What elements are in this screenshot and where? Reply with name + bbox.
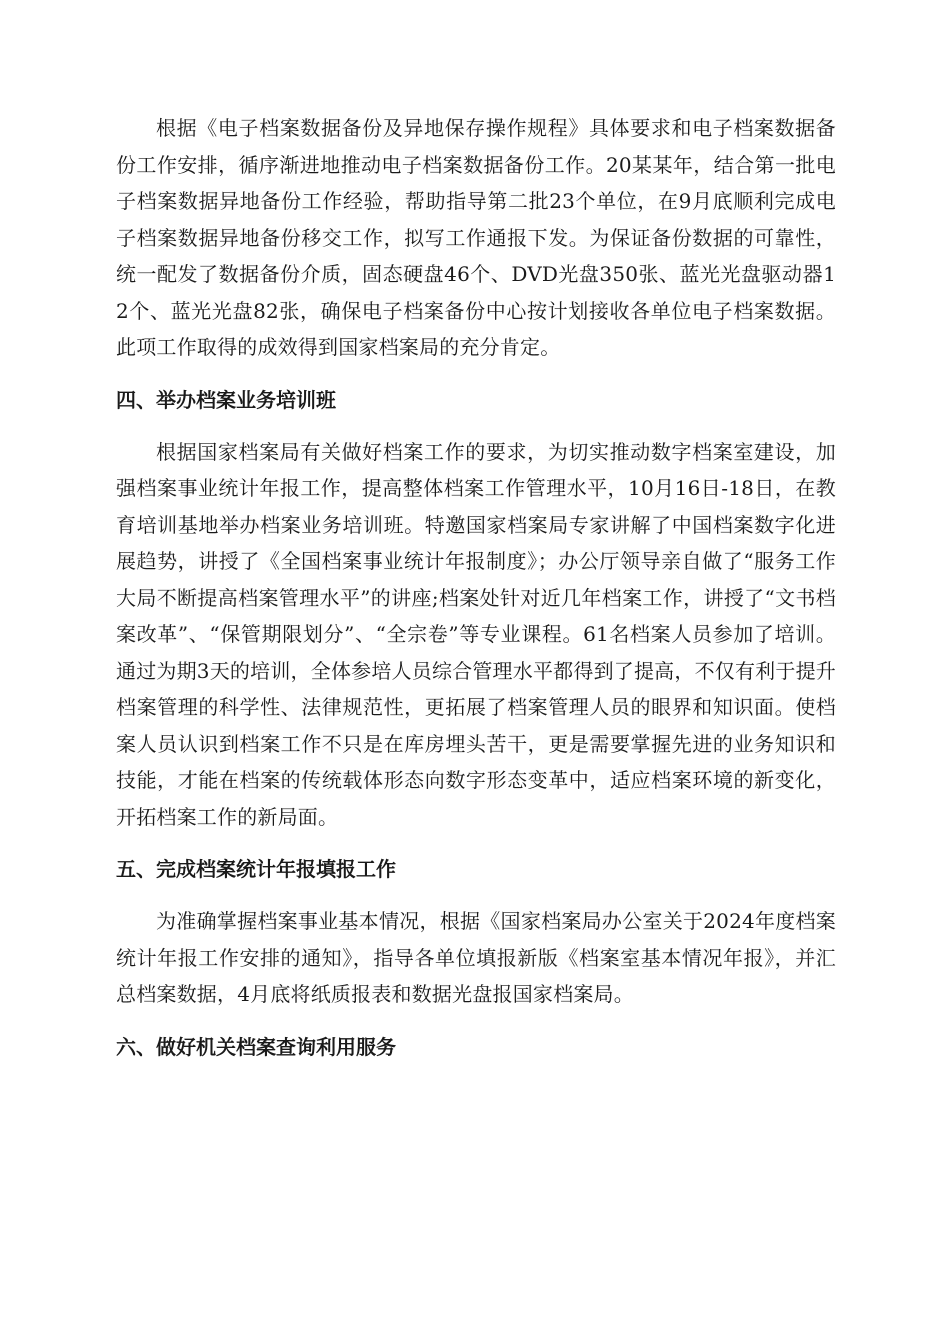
document-body [116, 110, 836, 1081]
paragraph-training-class: 根据国家档案局有关做好档案工作的要求，为切实推动数字档案室建设，加强档案事业统计年报工作，提高整体档案工作管理水平，10月16日-18日，在教育培训基地举办档案业务培训班。特邀国家档案局专家讲解了中国档案数字化进展趋势，讲授了《全国档案事业统计年报制度》；办公厅领导亲自做了“服务工作大局不断提高档案管理水平”的讲座;档案处针对近几年档案工作，讲授了“文书档案改革”、“保管期限划分”、“全宗卷”等专业课程。61名档案人员参加了培训。通过为期3天的培训，全体参培人员综合管理水平都得到了提高，不仅有利于提升档案管理的科学性、法律规范性，更拓展了档案管理人员的眼界和知识面。使档案人员认识到档案工作不只是在库房埋头苦干，更是需要掌握先进的业务知识和技能，才能在档案的传统载体形态向数字形态变革中，适应档案环境的新变化，开拓档案工作的新局面。 [116, 439, 836, 829]
heading-training-class: 四、举办档案业务培训班 [116, 387, 336, 412]
heading-statistics-report: 五、完成档案统计年报填报工作 [116, 857, 396, 881]
heading-archive-query-service: 六、做好机关档案查询利用服务 [116, 1034, 396, 1059]
paragraph-backup-work: 根据《电子档案数据备份及异地保存操作规程》具体要求和电子档案数据备份工作安排，循序渐进地推动电子档案数据备份工作。20某某年，结合第一批电子档案数据异地备份工作经验，帮助指导第二批23个单位，在9月底顺利完成电子档案数据异地备份移交工作，拟写工作通报下发。为保证备份数据的可靠性，统一配发了数据备份介质，固态硬盘46个、DVD光盘350张、蓝光光盘驱动器12个、蓝光光盘82张，确保电子档案备份中心按计划接收各单位电子档案数据。此项工作取得的成效得到国家档案局的充分肯定。 [116, 116, 836, 359]
paragraph-statistics-report: 为准确掌握档案事业基本情况，根据《国家档案局办公室关于2024年度档案统计年报工作安排的通知》，指导各单位填报新版《档案室基本情况年报》，并汇总档案数据，4月底将纸质报表和数据光盘报国家档案局。 [116, 909, 836, 1006]
